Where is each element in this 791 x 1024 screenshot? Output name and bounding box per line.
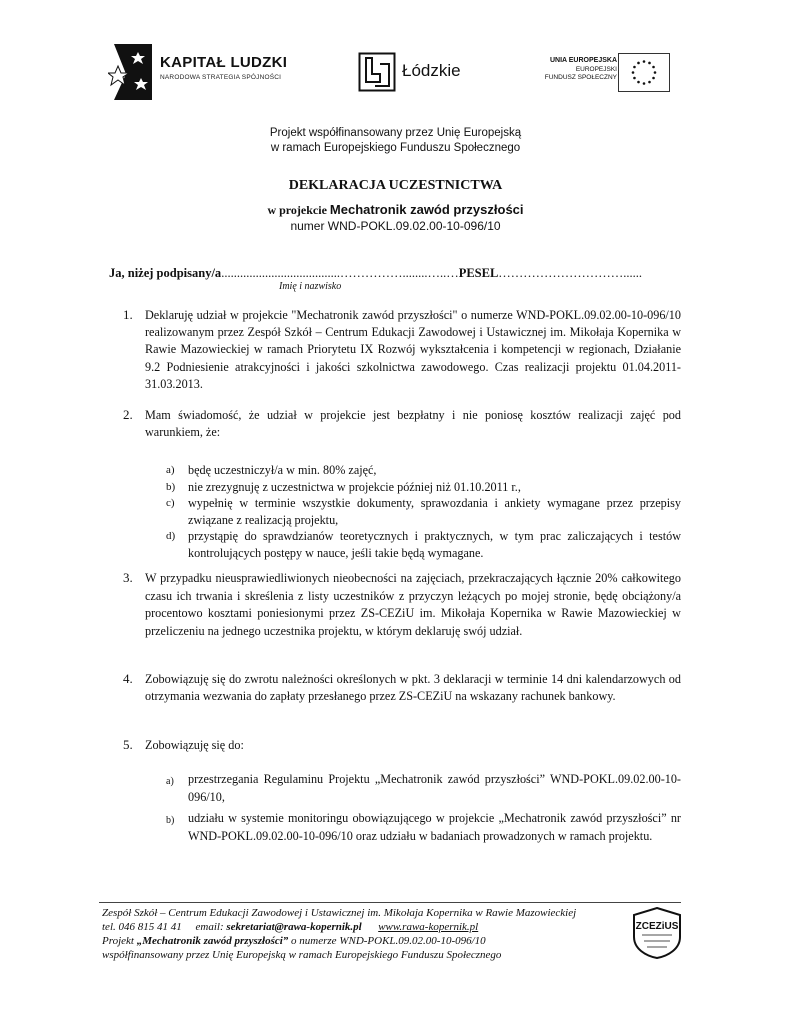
list-label: b) [166, 480, 176, 493]
point-5-list [166, 771, 681, 845]
eu-star-icon [648, 81, 651, 84]
pesel-label: PESEL [458, 266, 499, 280]
eu-flag-icon [618, 53, 670, 92]
list-label: b) [166, 815, 175, 826]
list-text: przystąpię do sprawdzianów teoretycznych i praktycznych, w tym prac zaliczających i testów kontrolujących postępy w nauce, jeśli takie będą wymagane. [188, 529, 681, 560]
footer-project-suffix: o numerze WND-POKL.09.02.00-10-096/10 [291, 935, 486, 947]
signer-label: Ja, niżej podpisany/a [109, 266, 222, 280]
kapital-ludzki-title: KAPITAŁ LUDZKI [160, 54, 288, 71]
page-title: DEKLARACJA UCZESTNICTWA [288, 178, 503, 193]
eu-star-icon [633, 77, 636, 80]
project-number: numer WND-POKL.09.02.00-10-096/10 [290, 219, 501, 233]
point-2-number: 2. [123, 407, 133, 422]
point-2-text: Mam świadomość, że udział w projekcie jest bezpłatny i nie poniosę kosztów realizacji zajęć pod warunkiem, że: [145, 408, 681, 440]
name-hint: Imię i nazwisko [279, 281, 342, 292]
footer-email-label: email: [195, 921, 224, 933]
school-badge-icon [632, 907, 682, 959]
footer [102, 906, 576, 962]
list-label: a) [166, 776, 174, 787]
list-label: d) [166, 530, 176, 542]
point-4-number: 4. [123, 671, 133, 686]
kapital-ludzki-subtitle: NARODOWA STRATEGIA SPÓJNOŚCI [160, 74, 282, 81]
eu-star-icon [637, 81, 640, 84]
kapital-ludzki-logo [108, 44, 293, 100]
ue-text [545, 57, 617, 83]
point-1-text: Deklaruję udział w projekcie "Mechatronik zawód przyszłości" o numerze WND-POKL.09.02.00-10-096/10 realizowanym przez Zespół Szkół – Centrum Edukacji Zawodowej i Ustawicznej im. Mikołaja Kopernika w Rawie Mazowieckiej w ramach Priorytetu IX Rozwój wykształcenia i kompetencji w regionach, Działanie 9.2 Podniesienie atrakcyjności i jakości szkolnictwa zawodowego. Czas realizacji projektu 01.04.2011-31.03.2013. [145, 308, 681, 391]
eu-star-icon [633, 66, 636, 69]
lodzkie-logo [358, 52, 478, 92]
cofinancing-intro [0, 126, 791, 156]
footer-cofinancing: współfinansowany przez Unię Europejską w ramach Europejskiego Funduszu Społecznego [102, 949, 502, 961]
point-5-number: 5. [123, 737, 133, 752]
point-5-text: Zobowiązuję się do: [145, 738, 244, 752]
signer-line [109, 266, 642, 281]
eu-star-icon [648, 62, 651, 65]
point-4-text: Zobowiązuję się do zwrotu należności określonych w pkt. 3 deklaracji w terminie 14 dni kalendarzowych od otrzymania wezwania do zapłaty przesłanego przez ZS-CEZiU na wskazany rachunek bankowy. [145, 672, 681, 704]
footer-school: Zespół Szkół – Centrum Edukacji Zawodowej i Ustawicznej im. Mikołaja Kopernika w Rawie Mazowieckiej [102, 907, 577, 919]
eu-star-icon [632, 71, 635, 74]
footer-project-prefix: Projekt [102, 935, 134, 947]
lodzkie-emblem-icon [358, 52, 396, 92]
kapital-ludzki-emblem-icon [108, 44, 152, 100]
list-item [166, 479, 681, 496]
footer-project-name: „Mechatronik zawód przyszłości” [136, 935, 289, 947]
lodzkie-name: Łódzkie [402, 61, 461, 80]
list-item [166, 810, 681, 845]
project-name: Mechatronik zawód przyszłości [329, 202, 524, 217]
list-text: będę uczestniczył/a w min. 80% zajęć, [188, 463, 377, 477]
intro-line1: Projekt współfinansowany przez Unię Europejską [269, 127, 522, 139]
ue-line1: UNIA EUROPEJSKA [549, 57, 617, 64]
footer-email-link[interactable]: sekretariat@rawa-kopernik.pl [226, 921, 362, 933]
pesel-dots: …………………………...... [498, 266, 643, 280]
list-text: wypełnię w terminie wszystkie dokumenty, sprawozdania i ankiety wymagane przez przepisy związane z realizacją projektu, [188, 496, 681, 527]
footer-project [102, 934, 576, 948]
footer-www-link[interactable]: www.rawa-kopernik.pl [378, 921, 479, 933]
eu-star-icon [637, 62, 640, 65]
list-label: a) [166, 464, 175, 476]
intro-line2: w ramach Europejskiego Funduszu Społecznego [270, 142, 521, 154]
footer-tel: tel. 046 815 41 41 [102, 921, 182, 933]
project-prefix: w projekcie [267, 203, 327, 217]
point-3-number: 3. [123, 570, 133, 585]
list-text: nie zrezygnuję z uczestnictwa w projekcie później niż 01.10.2011 r., [188, 479, 521, 494]
list-item [166, 495, 681, 528]
project-line [0, 202, 791, 218]
eu-star-icon [654, 71, 657, 74]
eu-star-icon [652, 77, 655, 80]
list-text: przestrzegania Regulaminu Projektu „Mechatronik zawód przyszłości” WND-POKL.09.02.00-10-096/10, [188, 772, 681, 804]
list-item [166, 528, 681, 561]
header-logos [108, 40, 673, 105]
ue-line2: EUROPEJSKI [575, 65, 617, 73]
list-label: c) [166, 497, 175, 509]
eu-star-icon [643, 60, 646, 63]
badge-text: ZCEZiUS [635, 921, 679, 932]
point-3-text: W przypadku nieusprawiedliwionych nieobecności na zajęciach, przekraczających łącznie 20% całkowitego czasu ich trwania i skreślenia z listy uczestników z przyczyn leżących po mojej stronie, będę obciążony/a procentowo kosztami poniesionymi przez ZS-CEZiU im. Mikołaja Kopernika w Rawie Mazowieckiej w przeliczeniu na jednego uczestnika projektu, w którym deklaruję swój udział. [145, 571, 681, 638]
footer-contact [102, 920, 576, 934]
list-text: udziału w systemie monitoringu obowiązującego w projekcie „Mechatronik zawód przyszłości” nr WND-POKL.09.02.00-10-096/10 oraz udziału w badaniach prowadzonych w ramach projektu. [188, 811, 681, 843]
point-1-number: 1. [123, 307, 133, 322]
eu-star-icon [652, 66, 655, 69]
ue-line3: FUNDUSZ SPOŁECZNY [544, 74, 617, 81]
name-dots: ......................................……………........…..… [221, 266, 459, 280]
eu-star-icon [643, 82, 646, 85]
footer-divider [99, 902, 681, 903]
list-item [166, 771, 681, 806]
list-item [166, 462, 681, 479]
ue-logo [528, 53, 673, 93]
point-2-list [166, 462, 681, 561]
